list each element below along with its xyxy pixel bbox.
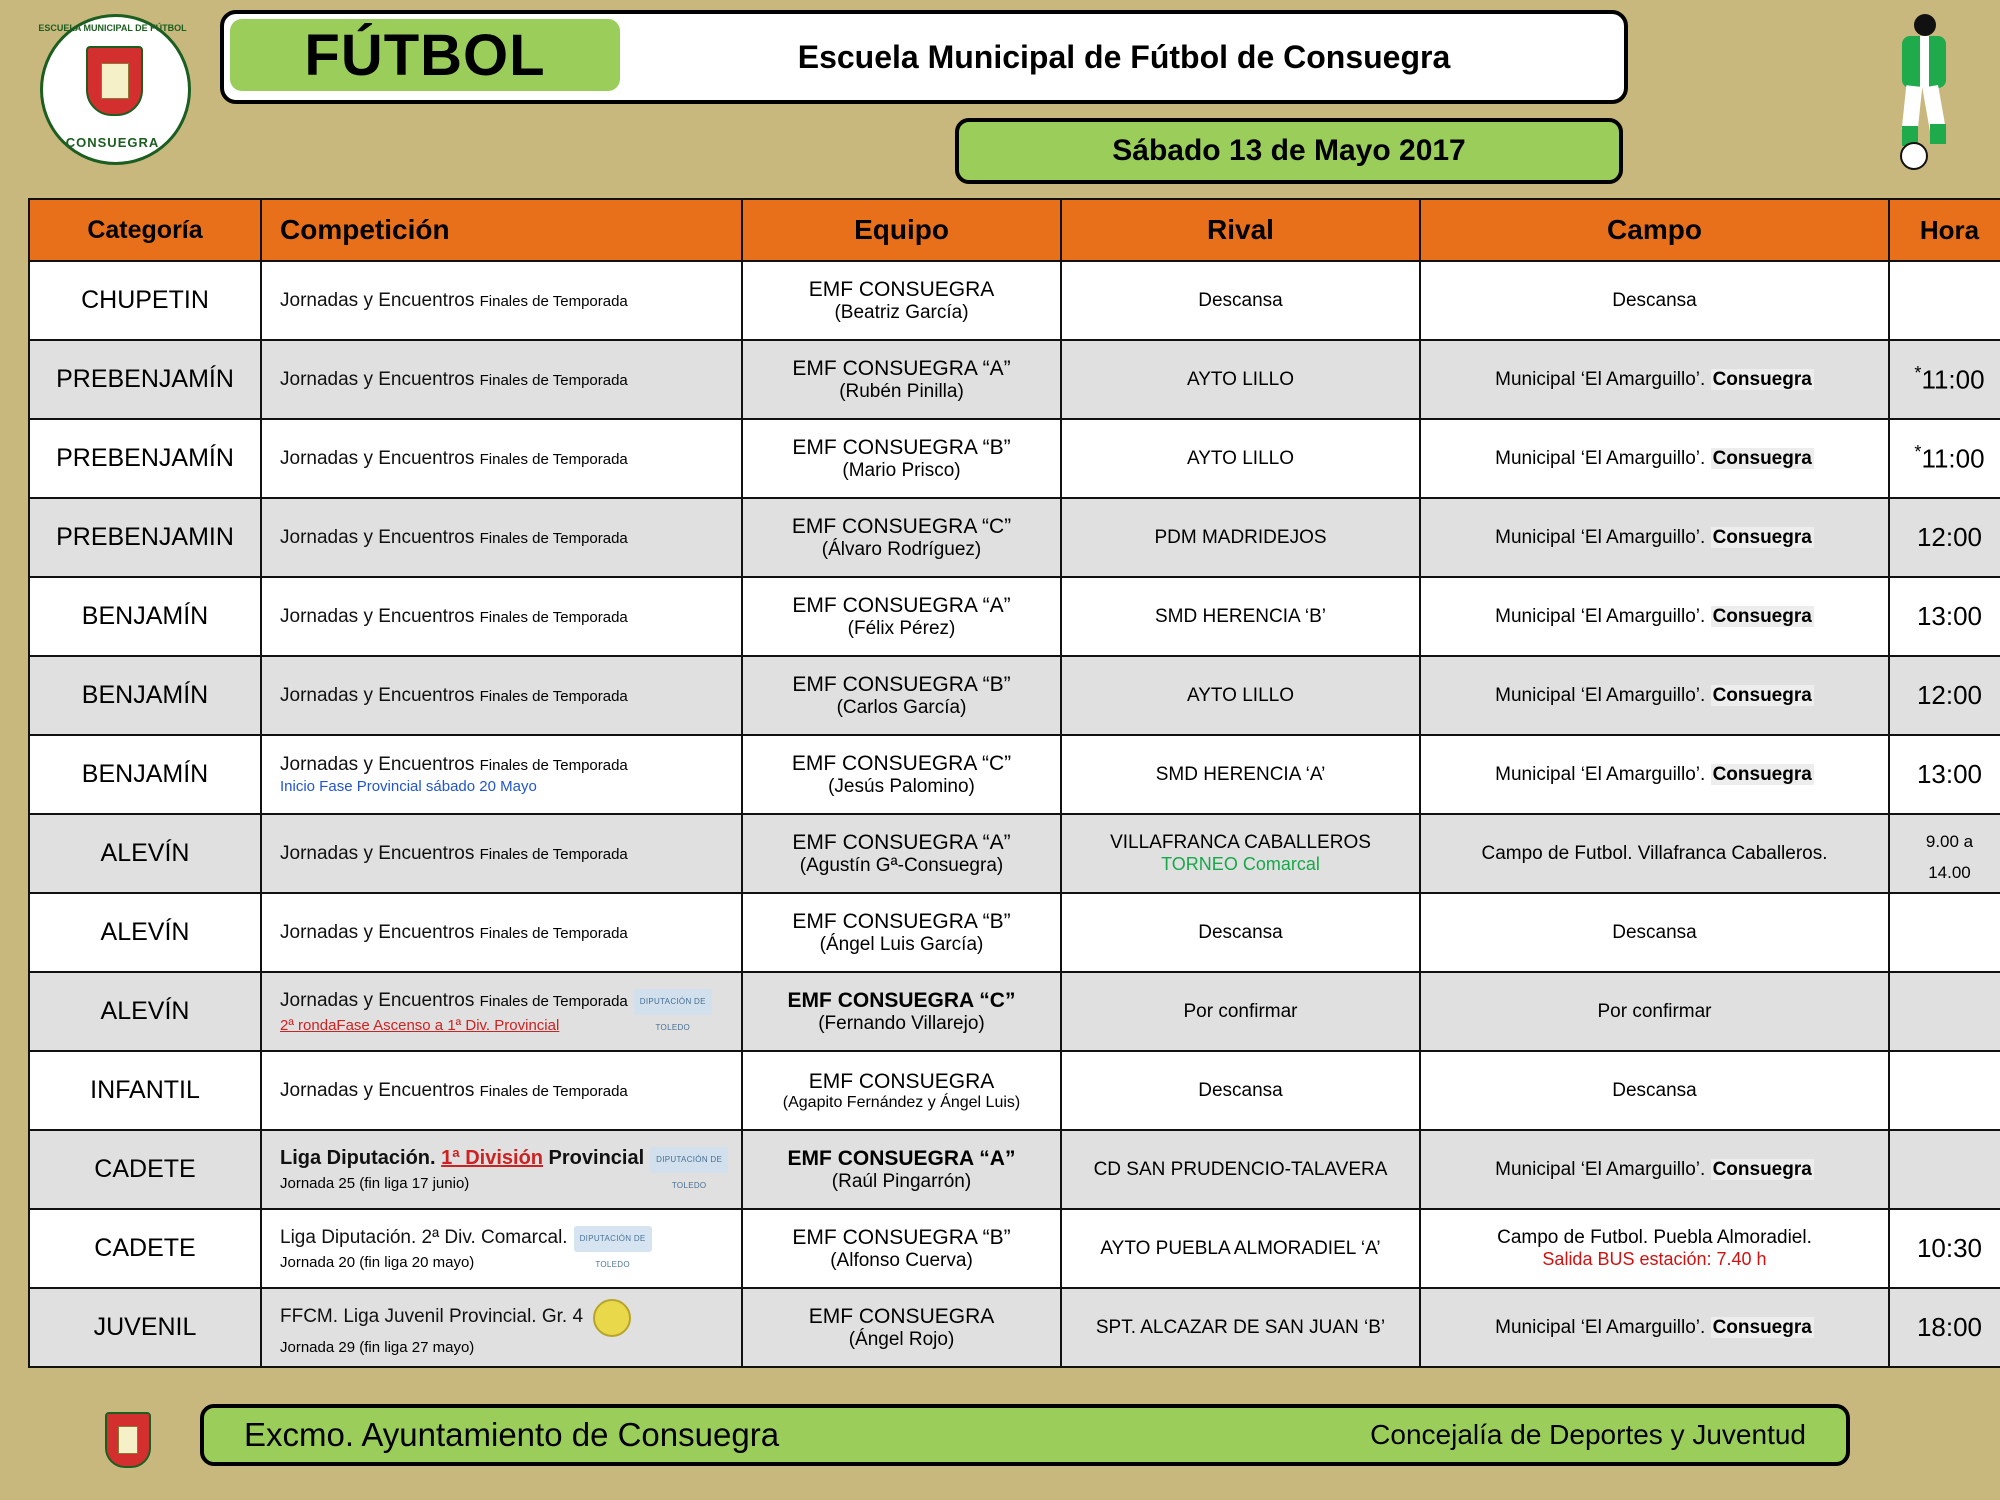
table-row bbox=[29, 1288, 2000, 1367]
cell-campo: Municipal ‘El Amarguillo’. Consuegra bbox=[1420, 1130, 1889, 1209]
table-row bbox=[29, 1130, 2000, 1209]
matches-table-wrapper bbox=[28, 198, 1985, 1368]
col-header-rival: Rival bbox=[1061, 199, 1420, 261]
cell-rival: Descansa bbox=[1061, 261, 1420, 340]
cell-campo: Municipal ‘El Amarguillo’. Consuegra bbox=[1420, 1288, 1889, 1367]
cell-campo: Descansa bbox=[1420, 1051, 1889, 1130]
cell-categoria: ALEVÍN bbox=[29, 814, 261, 893]
cell-categoria: PREBENJAMIN bbox=[29, 498, 261, 577]
footer-bar bbox=[200, 1404, 1850, 1466]
school-name: Escuela Municipal de Fútbol de Consuegra bbox=[797, 38, 1451, 75]
cell-campo: Municipal ‘El Amarguillo’. Consuegra bbox=[1420, 735, 1889, 814]
football-player-icon bbox=[1880, 14, 1970, 164]
ayuntamiento-crest-icon bbox=[95, 1406, 157, 1480]
cell-rival: Descansa bbox=[1061, 893, 1420, 972]
cell-categoria: CHUPETIN bbox=[29, 261, 261, 340]
table-row bbox=[29, 577, 2000, 656]
diputacion-toledo-logo: DIPUTACIÓN DE TOLEDO bbox=[634, 989, 712, 1015]
cell-competicion: Jornadas y Encuentros Finales de Temporada bbox=[261, 261, 742, 340]
table-row bbox=[29, 656, 2000, 735]
cell-rival: SPT. ALCAZAR DE SAN JUAN ‘B’ bbox=[1061, 1288, 1420, 1367]
cell-equipo: EMF CONSUEGRA “B” (Ángel Luis García) bbox=[742, 893, 1061, 972]
cell-equipo: EMF CONSUEGRA (Beatriz García) bbox=[742, 261, 1061, 340]
cell-categoria: CADETE bbox=[29, 1130, 261, 1209]
cell-equipo: EMF CONSUEGRA “A” (Agustín Gª-Consuegra) bbox=[742, 814, 1061, 893]
cell-rival: AYTO LILLO bbox=[1061, 656, 1420, 735]
cell-competicion: Jornadas y Encuentros Finales de Temporada bbox=[261, 577, 742, 656]
cell-categoria: BENJAMÍN bbox=[29, 577, 261, 656]
cell-hora: *11:00 bbox=[1889, 340, 2000, 419]
cell-categoria: ALEVÍN bbox=[29, 893, 261, 972]
escuela-crest-icon bbox=[40, 14, 185, 159]
cell-hora bbox=[1889, 1130, 2000, 1209]
cell-hora: 12:00 bbox=[1889, 656, 2000, 735]
cell-rival: PDM MADRIDEJOS bbox=[1061, 498, 1420, 577]
cell-hora: 9.00 a 14.00 bbox=[1889, 814, 2000, 893]
cell-categoria: ALEVÍN bbox=[29, 972, 261, 1051]
table-row bbox=[29, 1051, 2000, 1130]
cell-hora bbox=[1889, 1051, 2000, 1130]
cell-competicion: Liga Diputación. 1ª División Provincial DIPUTACIÓN DE TOLEDO Jornada 25 (fin liga 17 junio) bbox=[261, 1130, 742, 1209]
cell-competicion: Jornadas y Encuentros Finales de Temporada bbox=[261, 340, 742, 419]
diputacion-toledo-logo: DIPUTACIÓN DE TOLEDO bbox=[574, 1226, 652, 1252]
cell-rival: AYTO LILLO bbox=[1061, 340, 1420, 419]
cell-hora: 13:00 bbox=[1889, 735, 2000, 814]
cell-equipo: EMF CONSUEGRA “B” (Carlos García) bbox=[742, 656, 1061, 735]
crest-top-text: ESCUELA MUNICIPAL DE FÚTBOL bbox=[38, 23, 187, 33]
cell-hora: 18:00 bbox=[1889, 1288, 2000, 1367]
footer-ayuntamiento: Excmo. Ayuntamiento de Consuegra bbox=[244, 1416, 780, 1453]
cell-campo: Descansa bbox=[1420, 261, 1889, 340]
cell-rival: VILLAFRANCA CABALLEROS TORNEO Comarcal bbox=[1061, 814, 1420, 893]
cell-campo: Campo de Futbol. Villafranca Caballeros. bbox=[1420, 814, 1889, 893]
table-row bbox=[29, 498, 2000, 577]
cell-categoria: INFANTIL bbox=[29, 1051, 261, 1130]
cell-equipo: EMF CONSUEGRA “C” (Fernando Villarejo) bbox=[742, 972, 1061, 1051]
cell-hora bbox=[1889, 261, 2000, 340]
col-header-hora: Hora bbox=[1889, 199, 2000, 261]
cell-rival: Por confirmar bbox=[1061, 972, 1420, 1051]
cell-equipo: EMF CONSUEGRA “A” (Rubén Pinilla) bbox=[742, 340, 1061, 419]
cell-categoria: PREBENJAMÍN bbox=[29, 419, 261, 498]
poster-footer bbox=[0, 1398, 2000, 1493]
cell-campo: Municipal ‘El Amarguillo’. Consuegra bbox=[1420, 577, 1889, 656]
cell-competicion: Jornadas y Encuentros Finales de Temporada bbox=[261, 893, 742, 972]
cell-campo: Descansa bbox=[1420, 893, 1889, 972]
cell-competicion: Jornadas y Encuentros Finales de Temporada bbox=[261, 1051, 742, 1130]
cell-campo: Por confirmar bbox=[1420, 972, 1889, 1051]
cell-rival: SMD HERENCIA ‘A’ bbox=[1061, 735, 1420, 814]
cell-rival: Descansa bbox=[1061, 1051, 1420, 1130]
cell-campo: Municipal ‘El Amarguillo’. Consuegra bbox=[1420, 498, 1889, 577]
cell-categoria: BENJAMÍN bbox=[29, 656, 261, 735]
table-body bbox=[29, 261, 2000, 1367]
cell-equipo: EMF CONSUEGRA “C” (Jesús Palomino) bbox=[742, 735, 1061, 814]
poster-header bbox=[0, 0, 2000, 185]
table-row bbox=[29, 261, 2000, 340]
cell-equipo: EMF CONSUEGRA “B” (Mario Prisco) bbox=[742, 419, 1061, 498]
title-box bbox=[220, 10, 1628, 104]
col-header-equipo: Equipo bbox=[742, 199, 1061, 261]
table-row bbox=[29, 814, 2000, 893]
cell-competicion: Liga Diputación. 2ª Div. Comarcal. DIPUTACIÓN DE TOLEDO Jornada 20 (fin liga 20 mayo) bbox=[261, 1209, 742, 1288]
cell-categoria: JUVENIL bbox=[29, 1288, 261, 1367]
cell-competicion: Jornadas y Encuentros Finales de Temporada bbox=[261, 419, 742, 498]
cell-hora: 12:00 bbox=[1889, 498, 2000, 577]
cell-rival: SMD HERENCIA ‘B’ bbox=[1061, 577, 1420, 656]
cell-rival: AYTO LILLO bbox=[1061, 419, 1420, 498]
page-title: FÚTBOL bbox=[230, 19, 620, 91]
cell-campo: Municipal ‘El Amarguillo’. Consuegra bbox=[1420, 340, 1889, 419]
table-header-row bbox=[29, 199, 2000, 261]
table-row bbox=[29, 735, 2000, 814]
cell-campo: Municipal ‘El Amarguillo’. Consuegra bbox=[1420, 419, 1889, 498]
table-row bbox=[29, 1209, 2000, 1288]
cell-equipo: EMF CONSUEGRA “C” (Álvaro Rodríguez) bbox=[742, 498, 1061, 577]
cell-competicion: Jornadas y Encuentros Finales de Temporada DIPUTACIÓN DE TOLEDO 2ª rondaFase Ascenso a 1ª Div. Provincial bbox=[261, 972, 742, 1051]
cell-hora: 13:00 bbox=[1889, 577, 2000, 656]
cell-equipo: EMF CONSUEGRA (Agapito Fernández y Ángel Luis) bbox=[742, 1051, 1061, 1130]
cell-equipo: EMF CONSUEGRA “A” (Raúl Pingarrón) bbox=[742, 1130, 1061, 1209]
date-badge: Sábado 13 de Mayo 2017 bbox=[955, 118, 1623, 184]
cell-hora bbox=[1889, 893, 2000, 972]
cell-competicion: Jornadas y Encuentros Finales de Temporada bbox=[261, 814, 742, 893]
cell-competicion: Jornadas y Encuentros Finales de Temporada Inicio Fase Provincial sábado 20 Mayo bbox=[261, 735, 742, 814]
cell-hora: 10:30 bbox=[1889, 1209, 2000, 1288]
cell-rival: CD SAN PRUDENCIO-TALAVERA bbox=[1061, 1130, 1420, 1209]
cell-campo: Campo de Futbol. Puebla Almoradiel. Salida BUS estación: 7.40 h bbox=[1420, 1209, 1889, 1288]
matches-table bbox=[28, 198, 2000, 1368]
ffcm-logo bbox=[593, 1299, 631, 1337]
col-header-competicion: Competición bbox=[261, 199, 742, 261]
cell-categoria: PREBENJAMÍN bbox=[29, 340, 261, 419]
cell-categoria: BENJAMÍN bbox=[29, 735, 261, 814]
cell-equipo: EMF CONSUEGRA “B” (Alfonso Cuerva) bbox=[742, 1209, 1061, 1288]
table-row bbox=[29, 419, 2000, 498]
cell-hora bbox=[1889, 972, 2000, 1051]
diputacion-toledo-logo: DIPUTACIÓN DE TOLEDO bbox=[650, 1147, 728, 1173]
table-row bbox=[29, 893, 2000, 972]
footer-concejalia: Concejalía de Deportes y Juventud bbox=[1370, 1419, 1806, 1450]
cell-rival: AYTO PUEBLA ALMORADIEL ‘A’ bbox=[1061, 1209, 1420, 1288]
cell-categoria: CADETE bbox=[29, 1209, 261, 1288]
cell-hora: *11:00 bbox=[1889, 419, 2000, 498]
cell-equipo: EMF CONSUEGRA “A” (Félix Pérez) bbox=[742, 577, 1061, 656]
cell-campo: Municipal ‘El Amarguillo’. Consuegra bbox=[1420, 656, 1889, 735]
cell-equipo: EMF CONSUEGRA (Ángel Rojo) bbox=[742, 1288, 1061, 1367]
col-header-campo: Campo bbox=[1420, 199, 1889, 261]
cell-competicion: FFCM. Liga Juvenil Provincial. Gr. 4 Jornada 29 (fin liga 27 mayo) bbox=[261, 1288, 742, 1367]
table-row bbox=[29, 340, 2000, 419]
table-row bbox=[29, 972, 2000, 1051]
cell-competicion: Jornadas y Encuentros Finales de Temporada bbox=[261, 498, 742, 577]
col-header-categoria: Categoría bbox=[29, 199, 261, 261]
crest-bottom-text: CONSUEGRA bbox=[65, 135, 160, 150]
cell-competicion: Jornadas y Encuentros Finales de Temporada bbox=[261, 656, 742, 735]
